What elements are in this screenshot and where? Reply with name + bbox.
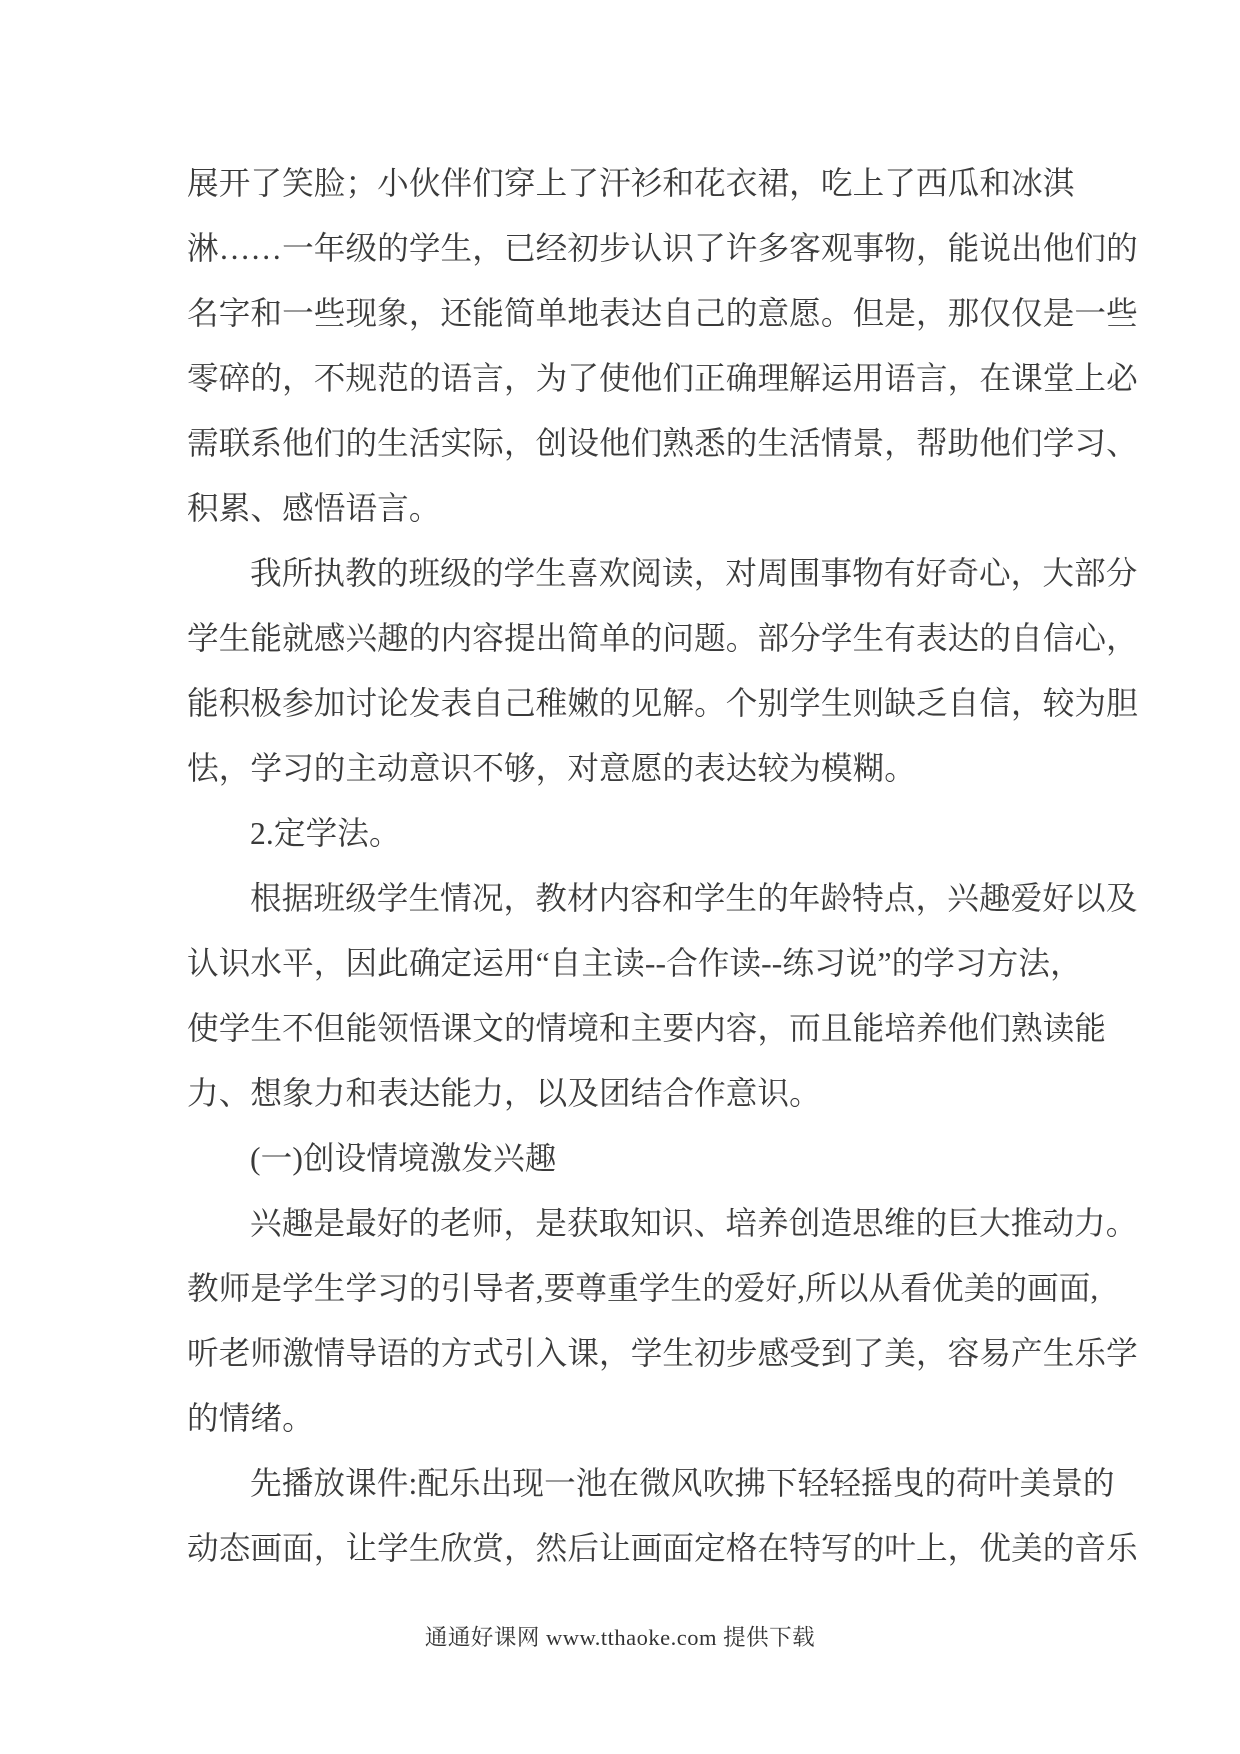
text-line: 零碎的，不规范的语言，为了使他们正确理解运用语言，在课堂上必 bbox=[187, 361, 1138, 396]
text-line: 听老师激情导语的方式引入课，学生初步感受到了美，容易产生乐学 bbox=[187, 1336, 1138, 1371]
text-line: 力、想象力和表达能力，以及团结合作意识。 bbox=[187, 1076, 821, 1111]
text-line: 的情绪。 bbox=[187, 1401, 314, 1436]
text-line: 展开了笑脸；小伙伴们穿上了汗衫和花衣裙，吃上了西瓜和冰淇 bbox=[187, 166, 1075, 201]
text-line: 名字和一些现象，还能简单地表达自己的意愿。但是，那仅仅是一些 bbox=[187, 296, 1138, 331]
text-line: 先播放课件:配乐出现一池在微风吹拂下轻轻摇曳的荷叶美景的 bbox=[250, 1466, 1115, 1501]
text-line: 根据班级学生情况，教材内容和学生的年龄特点，兴趣爱好以及 bbox=[250, 881, 1138, 916]
text-line: 2.定学法。 bbox=[250, 816, 401, 851]
text-line: 认识水平，因此确定运用“自主读--合作读--练习说”的学习方法， bbox=[187, 946, 1082, 981]
text-line: 学生能就感兴趣的内容提出简单的问题。部分学生有表达的自信心， bbox=[187, 621, 1138, 656]
text-line: 教师是学生学习的引导者,要尊重学生的爱好,所以从看优美的画面, bbox=[187, 1271, 1099, 1306]
text-line: 需联系他们的生活实际，创设他们熟悉的生活情景，帮助他们学习、 bbox=[187, 426, 1138, 461]
text-line: 能积极参加讨论发表自己稚嫩的见解。个别学生则缺乏自信，较为胆 bbox=[187, 686, 1138, 721]
document-body bbox=[187, 151, 1138, 1581]
text-line: 怯，学习的主动意识不够，对意愿的表达较为模糊。 bbox=[187, 751, 916, 786]
text-line: 动态画面，让学生欣赏，然后让画面定格在特写的叶上，优美的音乐 bbox=[187, 1531, 1138, 1566]
text-line: 淋……一年级的学生，已经初步认识了许多客观事物，能说出他们的 bbox=[187, 231, 1138, 266]
text-line: 积累、感悟语言。 bbox=[187, 491, 441, 526]
text-line: 我所执教的班级的学生喜欢阅读，对周围事物有好奇心，大部分 bbox=[250, 556, 1138, 591]
text-line: 使学生不但能领悟课文的情境和主要内容，而且能培养他们熟读能 bbox=[187, 1011, 1107, 1046]
text-line: (一)创设情境激发兴趣 bbox=[250, 1141, 557, 1176]
footer-text: 通通好课网 www.tthaoke.com 提供下载 bbox=[424, 1625, 816, 1650]
text-line: 兴趣是最好的老师，是获取知识、培养创造思维的巨大推动力。 bbox=[250, 1206, 1138, 1241]
footer-watermark bbox=[0, 1618, 1240, 1658]
